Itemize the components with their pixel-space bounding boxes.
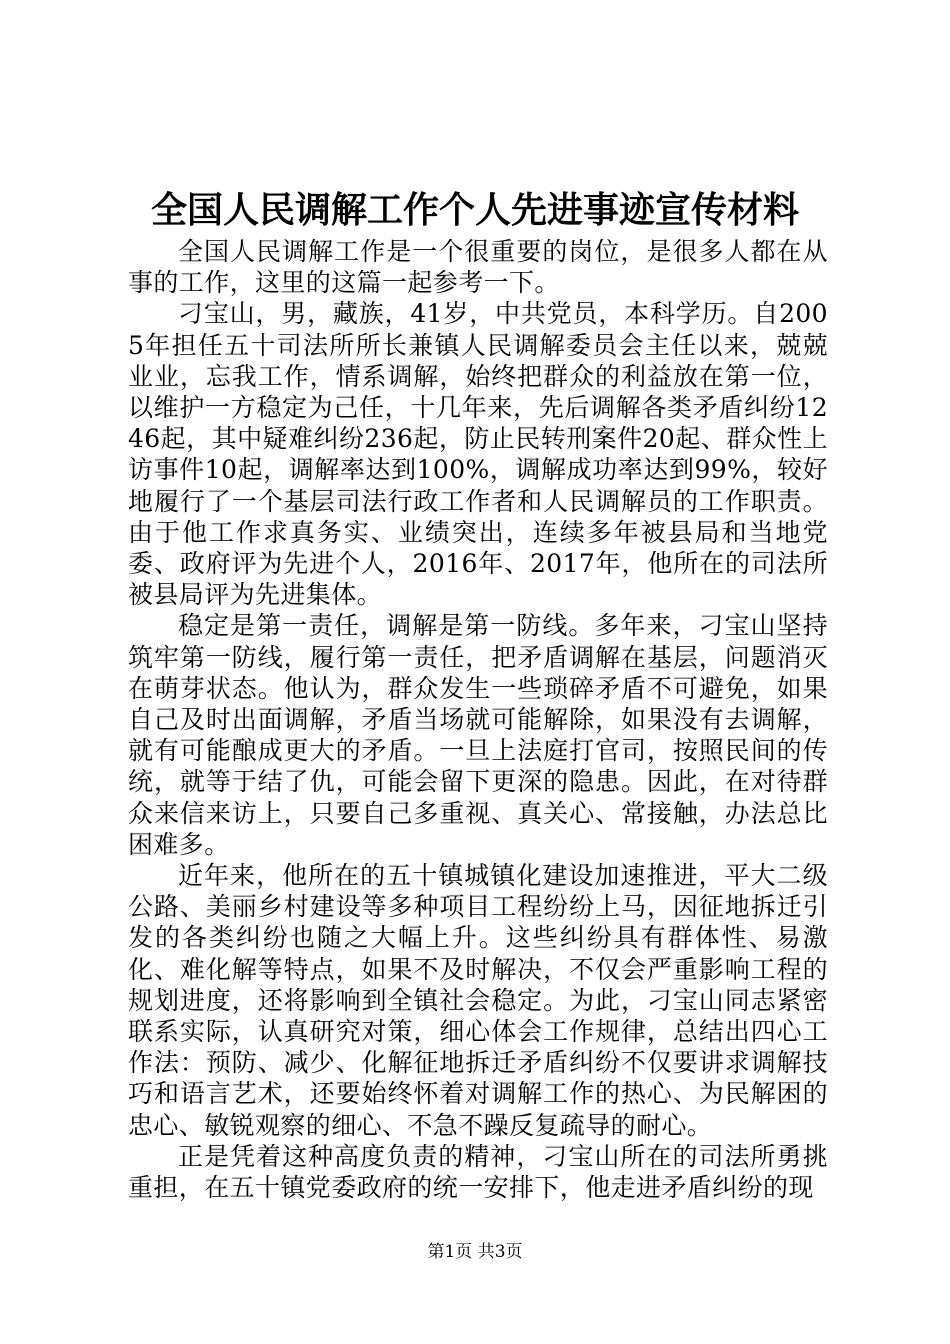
paragraph-urbanization: 近年来，他所在的五十镇城镇化建设加速推进，平大二级公路、美丽乡村建设等多种项目工程纷纷上马，因征地拆迁引发的各类纠纷也随之大幅上升。这些纠纷具有群体性、易激化、难化解等特点，如果不及时解决，不仅会严重影响工程的规划进度，还将影响到全镇社会稳定。为此，刁宝山同志紧密联系实际，认真研究对策，细心体会工作规律，总结出四心工作法：预防、减少、化解征地拆迁矛盾纠纷不仅要讲求调解技巧和语言艺术，还要始终怀着对调解工作的热心、为民解困的忠心、敏锐观察的细心、不急不躁反复疏导的耐心。 [128,861,828,1140]
page-footer [0,1240,950,1264]
page-total: 共3页 [477,1242,523,1262]
paragraph-stability: 稳定是第一责任，调解是第一防线。多年来，刁宝山坚持筑牢第一防线，履行第一责任，把矛盾调解在基层，问题消灭在萌芽状态。他认为，群众发生一些琐碎矛盾不可避免，如果自己及时出面调解，矛盾当场就可能解除，如果没有去调解，就有可能酿成更大的矛盾。一旦上法庭打官司，按照民间的传统，就等于结了仇，可能会留下更深的隐患。因此，在对待群众来信来访上，只要自己多重视、真关心、常接触，办法总比困难多。 [128,611,828,859]
paragraph-profile: 刁宝山，男，藏族，41岁，中共党员，本科学历。自2005年担任五十司法所所长兼镇人民调解委员会主任以来，兢兢业业，忘我工作，情系调解，始终把群众的利益放在第一位，以维护一方稳定为己任，十几年来，先后调解各类矛盾纠纷1246起，其中疑难纠纷236起，防止民转刑案件20起、群众性上访事件10起，调解率达到100%，调解成功率达到99%，较好地履行了一个基层司法行政工作者和人民调解员的工作职责。由于他工作求真务实、业绩突出，连续多年被县局和当地党委、政府评为先进个人，2016年、2017年，他所在的司法所被县局评为先进集体。 [128,299,828,610]
paragraph-responsibility: 正是凭着这种高度负责的精神，刁宝山所在的司法所勇挑重担，在五十镇党委政府的统一安排下，他走进矛盾纠纷的现 [128,1141,828,1203]
page-number: 第1页 [427,1242,473,1262]
paragraph-intro: 全国人民调解工作是一个很重要的岗位，是很多人都在从事的工作，这里的这篇一起参考一下。 [128,237,828,298]
document-body [128,236,828,1203]
document-title: 全国人民调解工作个人先进事迹宣传材料 [150,189,799,231]
